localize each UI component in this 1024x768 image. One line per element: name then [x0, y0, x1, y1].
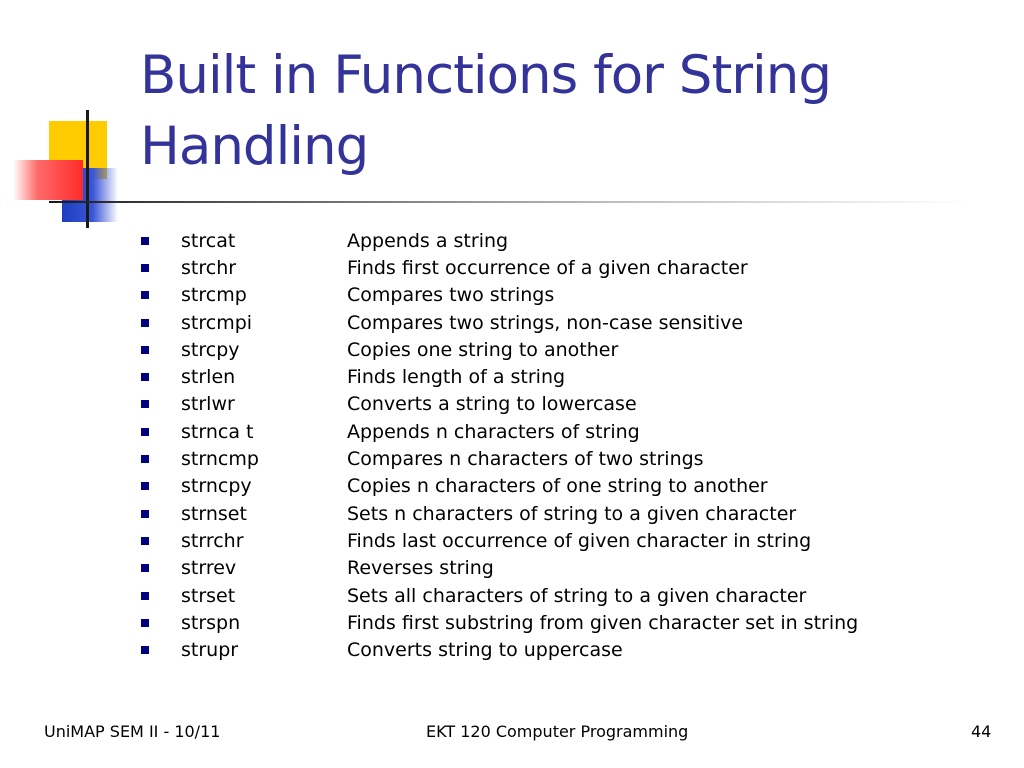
square-bullet-icon	[141, 619, 149, 627]
function-name: strspn	[181, 611, 241, 634]
function-name: strcmpi	[181, 311, 253, 334]
list-item	[141, 418, 1001, 445]
slide-title-line-1: Built in Functions for String	[140, 45, 831, 106]
function-description: Converts a string to lowercase	[347, 393, 637, 416]
square-bullet-icon	[141, 346, 149, 354]
square-bullet-icon	[141, 482, 149, 490]
list-item	[141, 582, 1001, 609]
title-underline-divider	[49, 201, 969, 203]
list-item	[141, 527, 1001, 554]
square-bullet-icon	[141, 237, 149, 245]
function-name: strlen	[181, 366, 236, 389]
square-bullet-icon	[141, 455, 149, 463]
function-name: strrchr	[181, 529, 244, 552]
list-item	[141, 636, 1001, 663]
function-description: Copies one string to another	[347, 338, 619, 361]
list-item	[141, 555, 1001, 582]
function-description: Appends n characters of string	[347, 420, 640, 443]
function-name: strupr	[181, 639, 239, 662]
list-item	[141, 609, 1001, 636]
function-name: strrev	[181, 557, 237, 580]
function-name: strncpy	[181, 475, 252, 498]
function-description: Sets n characters of string to a given character	[347, 502, 797, 525]
function-name: strlwr	[181, 393, 235, 416]
square-bullet-icon	[141, 592, 149, 600]
slide-title	[140, 40, 1000, 182]
list-item	[141, 282, 1001, 309]
footer-course-semester: UniMAP SEM II - 10/11	[44, 722, 221, 741]
square-bullet-icon	[141, 537, 149, 545]
function-name: strncmp	[181, 448, 259, 471]
function-name: strcmp	[181, 284, 247, 307]
square-bullet-icon	[141, 564, 149, 572]
square-bullet-icon	[141, 291, 149, 299]
function-description: Compares two strings, non-case sensitive	[347, 311, 744, 334]
list-item	[141, 254, 1001, 281]
vertical-divider-line	[86, 110, 89, 228]
list-item	[141, 227, 1001, 254]
red-square-decoration	[13, 160, 83, 200]
function-description: Reverses string	[347, 557, 494, 580]
function-list	[141, 227, 1001, 664]
function-name: strnca t	[181, 420, 254, 443]
square-bullet-icon	[141, 264, 149, 272]
list-item	[141, 445, 1001, 472]
slide-title-line-2: Handling	[140, 116, 369, 177]
square-bullet-icon	[141, 319, 149, 327]
square-bullet-icon	[141, 373, 149, 381]
square-bullet-icon	[141, 428, 149, 436]
function-name: strnset	[181, 502, 247, 525]
list-item	[141, 500, 1001, 527]
list-item	[141, 336, 1001, 363]
function-description: Copies n characters of one string to another	[347, 475, 768, 498]
function-description: Finds last occurrence of given character in string	[347, 529, 812, 552]
function-description: Finds first occurrence of a given character	[347, 256, 748, 279]
list-item	[141, 391, 1001, 418]
function-name: strcpy	[181, 338, 240, 361]
function-description: Compares n characters of two strings	[347, 448, 704, 471]
function-description: Converts string to uppercase	[347, 639, 623, 662]
list-item	[141, 309, 1001, 336]
function-description: Appends a string	[347, 229, 509, 252]
list-item	[141, 363, 1001, 390]
list-item	[141, 473, 1001, 500]
function-description: Compares two strings	[347, 284, 555, 307]
square-bullet-icon	[141, 510, 149, 518]
square-bullet-icon	[141, 646, 149, 654]
footer-page-number: 44	[971, 722, 992, 741]
function-description: Sets all characters of string to a given character	[347, 584, 807, 607]
square-bullet-icon	[141, 400, 149, 408]
function-description: Finds first substring from given character set in string	[347, 611, 859, 634]
function-name: strset	[181, 584, 236, 607]
function-description: Finds length of a string	[347, 366, 566, 389]
footer-course-title: EKT 120 Computer Programming	[426, 722, 689, 741]
function-name: strcat	[181, 229, 236, 252]
function-name: strchr	[181, 256, 237, 279]
